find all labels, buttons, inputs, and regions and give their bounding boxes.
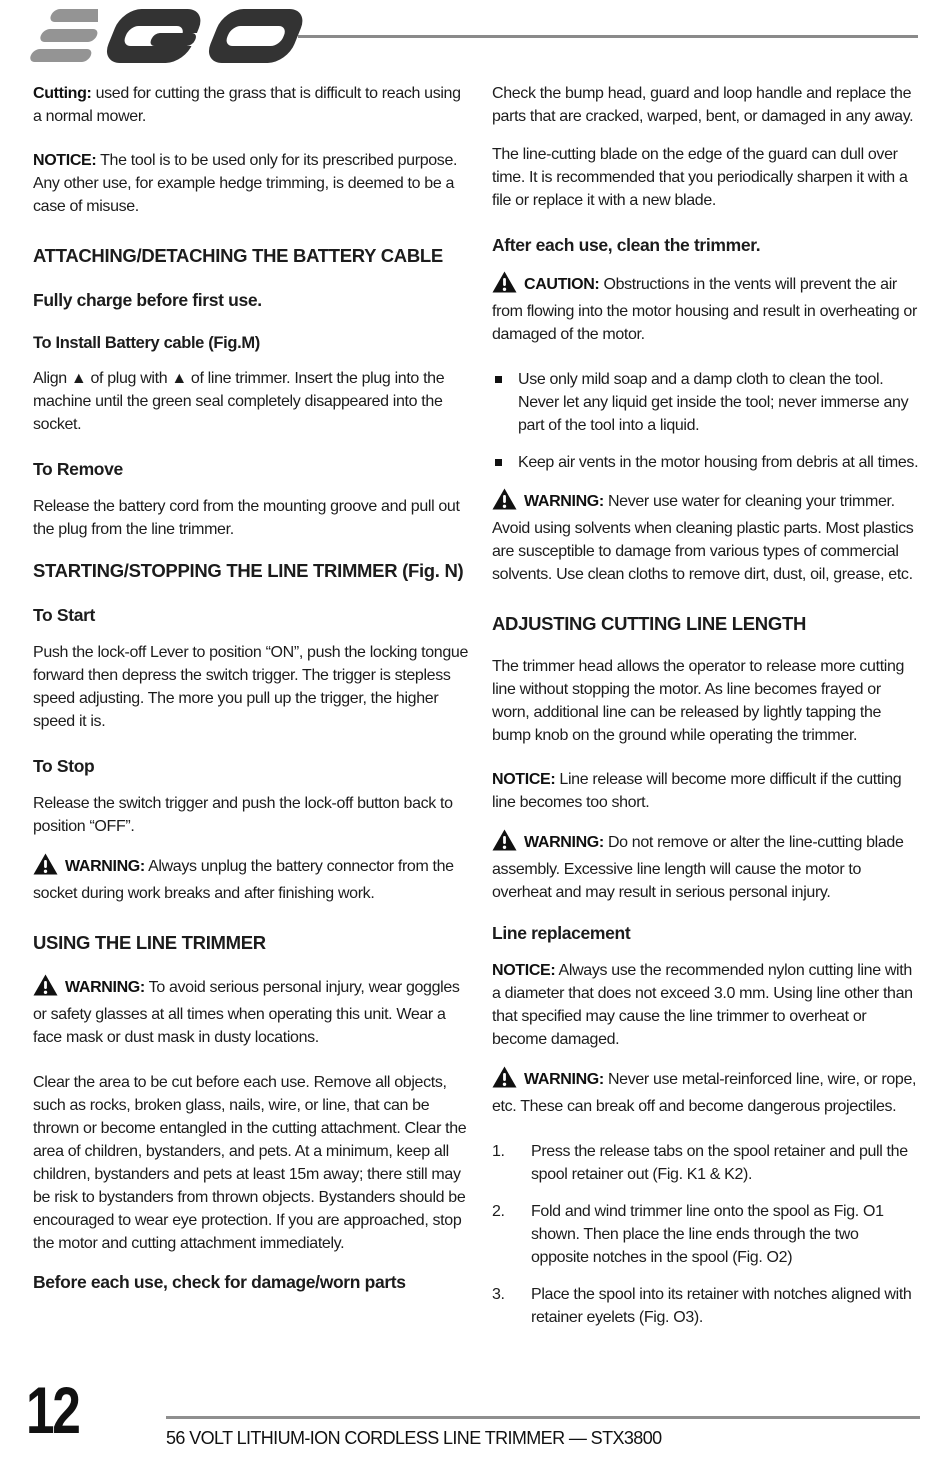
paragraph-to-stop: Release the switch trigger and push the lock-off button back to position “OFF”. (33, 795, 453, 835)
warning-metal-line (492, 1066, 920, 1118)
notice-line-release (492, 768, 920, 814)
step-item (492, 1140, 920, 1186)
heading-before-each-use: Before each use, check for damage/worn parts (33, 1272, 406, 1292)
bullet-text: Use only mild soap and a damp cloth to clean the tool. Never let any liquid get inside the tool; never immerse any part of the tool into a liquid. (518, 371, 909, 434)
warning-metal-line-label: WARNING: (524, 1071, 604, 1088)
paragraph-line-cutting-blade: The line-cutting blade on the edge of the guard can dull over time. It is recommended that you periodically sharpen it with a file or replace it with a new blade. (492, 146, 908, 209)
warning-unplug-label: WARNING: (65, 858, 145, 875)
caution-vents (492, 271, 920, 346)
heading-adjusting-line-length: ADJUSTING CUTTING LINE LENGTH (492, 613, 807, 634)
bullet-square-icon (495, 376, 502, 383)
warning-icon (492, 829, 517, 858)
warning-unplug-text: Always unplug the battery connector from the socket during work breaks and after finishing work. (33, 858, 454, 902)
content-columns (33, 82, 920, 1343)
step-number: 1. (492, 1143, 505, 1160)
step-item (492, 1200, 920, 1269)
bullet-square-icon (495, 459, 502, 466)
warning-blade-assembly (492, 829, 920, 904)
paragraph-cutting (33, 82, 470, 128)
paragraph-remove-cord: Release the battery cord from the mounting groove and pull out the plug from the line trimmer. (33, 498, 460, 538)
paragraph-notice-misuse (33, 149, 470, 218)
notice-nylon-line-label: NOTICE: (492, 962, 556, 979)
paragraph-trimmer-head: The trimmer head allows the operator to release more cutting line without stopping the motor. As line becomes frayed or worn, additional line can be released by lightly tapping the bump knob on the ground while operating the trimmer. (492, 658, 905, 744)
footer-divider (166, 1416, 920, 1419)
lead-cutting: Cutting: (33, 85, 92, 102)
warning-blade-assembly-text: Do not remove or alter the line-cutting blade assembly. Excessive line length will cause the motor to overheat and may result in serious personal injury. (492, 834, 904, 901)
step-number: 2. (492, 1203, 505, 1220)
heading-to-remove: To Remove (33, 459, 123, 479)
ego-logo (30, 8, 308, 64)
heading-fully-charge: Fully charge before first use. (33, 290, 262, 310)
paragraph-clear-area: Clear the area to be cut before each use. Remove all objects, such as rocks, broken glass, nails, wire, or line, that can be thrown or become entangled in the cutting attachment. Clear the area of children, bystanders, and pets. At a minimum, keep all children, bystanders and pets at least 15m away; there still may be risk to bystanders from thrown objects. Bystanders should be encouraged to wear eye protection. If you are approached, stop the motor and cutting attachment immediately. (33, 1074, 467, 1252)
ego-logo-e-bars-icon (30, 8, 98, 64)
step-item (492, 1283, 920, 1329)
warning-icon (492, 1066, 517, 1095)
warning-goggles (33, 974, 470, 1049)
heading-using-line-trimmer: USING THE LINE TRIMMER (33, 932, 266, 953)
warning-water (492, 488, 920, 586)
notice-line-release-label: NOTICE: (492, 771, 556, 788)
heading-after-each-use: After each use, clean the trimmer. (492, 235, 761, 255)
step-number: 3. (492, 1286, 505, 1303)
step-text: Press the release tabs on the spool retainer and pull the spool retainer out (Fig. K1 & K2). (531, 1143, 908, 1183)
page-header (30, 6, 920, 70)
ego-logo-go-icon (98, 8, 308, 64)
paragraph-align-plug: Align ▲ of plug with ▲ of line trimmer. Insert the plug into the machine until the green seal completely disappeared into the socket. (33, 370, 445, 433)
warning-goggles-text: To avoid serious personal injury, wear goggles or safety glasses at all times when operating this unit. Wear a face mask or dust mask in dusty locations. (33, 979, 460, 1046)
bullet-text: Keep air vents in the motor housing from debris at all times. (518, 454, 919, 471)
warning-icon (33, 853, 58, 882)
notice-nylon-line-text: Always use the recommended nylon cutting line with a diameter that does not exceed 3.0 mm. Using line other than that specified may cause the line trimmer to overheat or become damaged. (492, 962, 913, 1048)
right-column (492, 82, 920, 1343)
notice-nylon-line (492, 959, 920, 1051)
step-text: Fold and wind trimmer line onto the spool as Fig. O1 shown. Then place the line ends through the two opposite notches in the spool (Fig. O2) (531, 1203, 884, 1266)
paragraph-to-start: Push the lock-off Lever to position “ON”, push the locking tongue forward then depress the switch trigger. The trigger is stepless speed adjusting. The more you pull up the trigger, the higher speed it is. (33, 644, 468, 730)
heading-starting-stopping: STARTING/STOPPING THE LINE TRIMMER (Fig. N) (33, 560, 464, 581)
warning-blade-assembly-label: WARNING: (524, 834, 604, 851)
page-footer (166, 1416, 920, 1449)
heading-to-stop: To Stop (33, 756, 95, 776)
page-number: 12 (26, 1373, 79, 1447)
list-item (492, 368, 920, 437)
text-notice-misuse: The tool is to be used only for its prescribed purpose. Any other use, for example hedge trimming, is deemed to be a case of misuse. (33, 152, 458, 215)
text-cutting: used for cutting the grass that is difficult to reach using a normal mower. (33, 85, 461, 125)
notice-line-release-text: Line release will become more difficult if the cutting line becomes too short. (492, 771, 902, 811)
step-text: Place the spool into its retainer with notches aligned with retainer eyelets (Fig. O3). (531, 1286, 912, 1326)
warning-icon (492, 488, 517, 517)
list-item (492, 451, 920, 474)
warning-icon (33, 974, 58, 1003)
warning-unplug (33, 853, 470, 905)
footer-product-title: 56 VOLT LITHIUM-ION CORDLESS LINE TRIMMER — STX3800 (166, 1428, 662, 1448)
header-divider (298, 35, 918, 38)
heading-to-start: To Start (33, 605, 96, 625)
left-column (33, 82, 470, 1343)
caution-vents-label: CAUTION: (524, 276, 600, 293)
line-replacement-steps (492, 1140, 920, 1329)
warning-metal-line-text: Never use metal-reinforced line, wire, or rope, etc. These can break off and become dangerous projectiles. (492, 1071, 917, 1115)
warning-goggles-label: WARNING: (65, 979, 145, 996)
lead-notice-misuse: NOTICE: (33, 152, 97, 169)
caution-vents-text: Obstructions in the vents will prevent the air from flowing into the motor housing and result in overheating or damaged of the motor. (492, 276, 917, 343)
heading-install-battery-cable: To Install Battery cable (Fig.M) (33, 334, 260, 352)
warning-water-label: WARNING: (524, 493, 604, 510)
warning-water-text: Never use water for cleaning your trimmer. Avoid using solvents when cleaning plastic parts. Most plastics are susceptible to damage from various types of commercial solvents. Use clean cloths to remove dirt, dust, oil, grease, etc. (492, 493, 914, 583)
paragraph-check-bump-head: Check the bump head, guard and loop handle and replace the parts that are cracked, warped, bent, or damaged in any away. (492, 85, 914, 125)
heading-line-replacement: Line replacement (492, 923, 631, 943)
warning-icon (492, 271, 517, 300)
cleaning-bullet-list (492, 368, 920, 474)
heading-attaching-detaching: ATTACHING/DETACHING THE BATTERY CABLE (33, 245, 443, 266)
